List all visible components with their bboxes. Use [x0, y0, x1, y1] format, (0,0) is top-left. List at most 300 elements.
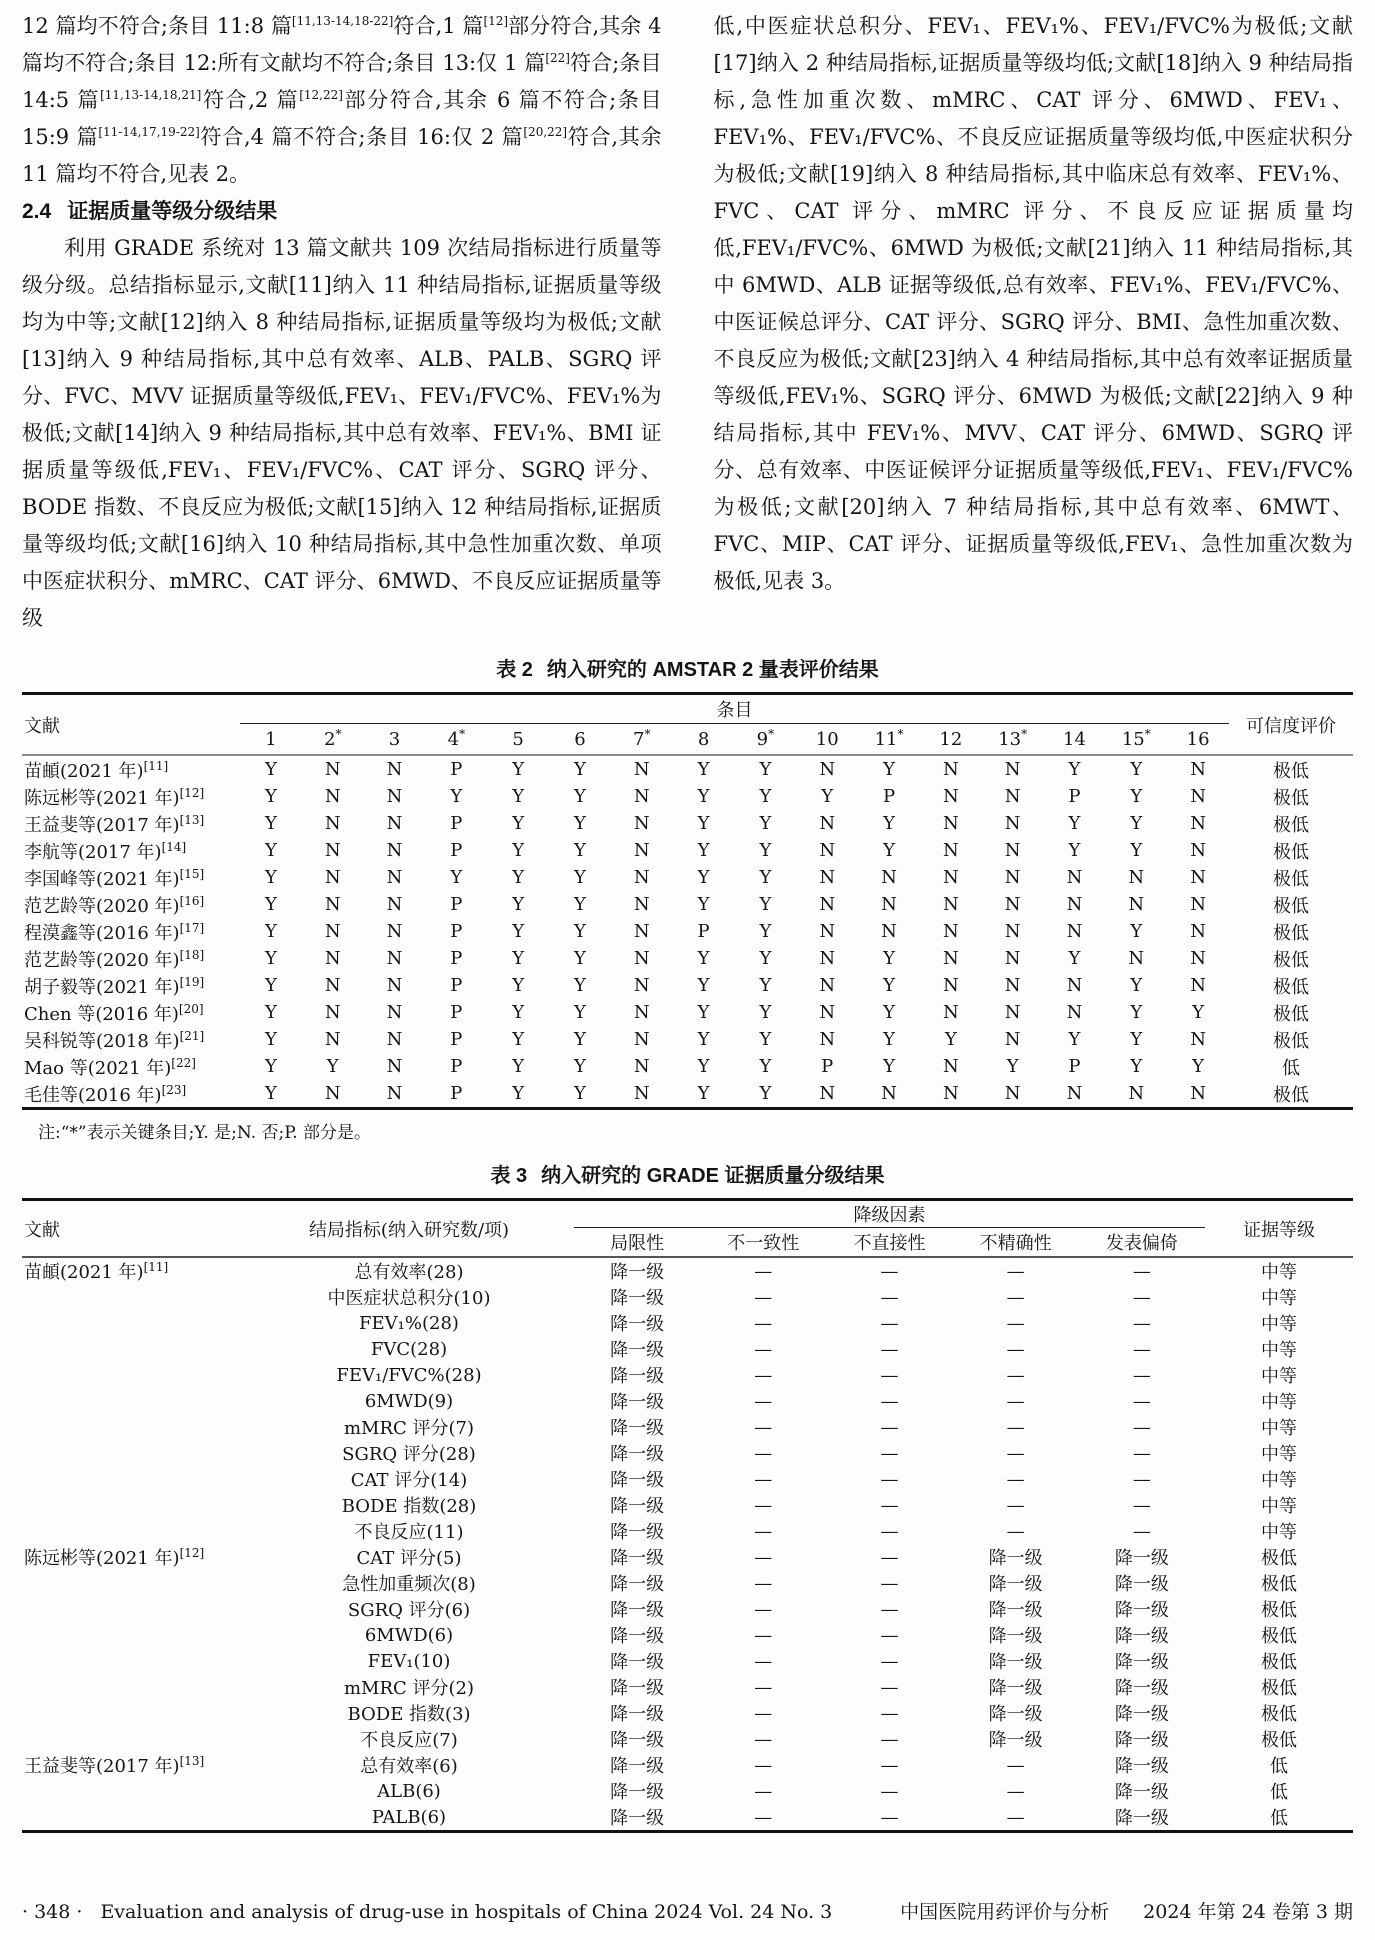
factor-cell: 降一级: [610, 1288, 665, 1309]
study-name: [22, 1726, 244, 1752]
amstar-value-cell: Y: [1192, 1056, 1205, 1077]
factor-cell: 降一级: [988, 1548, 1043, 1569]
table2-row: [22, 1053, 1353, 1080]
amstar-head-row1: [22, 694, 1353, 724]
table2-row: [22, 837, 1353, 864]
table2-caption: 纳入研究的 AMSTAR 2 量表评价结果: [546, 659, 879, 681]
amstar-value-cell: Y: [574, 1029, 586, 1050]
study-name: Chen 等(2016 年)[20]: [24, 1001, 204, 1025]
journal-name-zh: 中国医院用药评价与分析: [900, 1901, 1110, 1923]
study-name: [22, 1492, 244, 1518]
study-name: 陈远彬等(2021 年)[12]: [24, 1546, 205, 1569]
grade-cell: 中等: [1261, 1418, 1297, 1439]
amstar-value-cell: Y: [1068, 840, 1081, 861]
outcome-cell: PALB(6): [371, 1806, 447, 1828]
amstar-value-cell: N: [633, 1002, 650, 1023]
factor-cell: —: [880, 1494, 899, 1516]
table2-note: 注:“*”表示关键条目;Y. 是;N. 否;P. 部分是。: [38, 1123, 372, 1143]
factor-cell: 降一级: [988, 1730, 1043, 1751]
amstar-value-cell: P: [450, 894, 463, 915]
factor-cell: —: [880, 1780, 899, 1802]
amstar-value-cell: N: [942, 813, 959, 834]
amstar-value-cell: P: [697, 921, 710, 942]
footer: [22, 1897, 1353, 1924]
amstar-value-cell: Y: [759, 813, 772, 834]
outcome-cell: mMRC 评分(7): [343, 1418, 475, 1439]
factor-cell: —: [1006, 1338, 1025, 1360]
grade-head-row1: [22, 1200, 1353, 1228]
amstar-value-cell: N: [324, 1083, 341, 1104]
amstar-item-header: 2*: [302, 724, 364, 756]
grade-cell: 低: [1270, 1756, 1288, 1777]
amstar-value-cell: P: [821, 1056, 834, 1077]
grade-cell: 极低: [1261, 1652, 1297, 1673]
amstar-value-cell: Y: [512, 975, 525, 996]
amstar-value-cell: Y: [697, 840, 710, 861]
factor-cell: 降一级: [610, 1418, 665, 1439]
amstar-value-cell: N: [819, 894, 836, 915]
factor-cell: —: [754, 1702, 773, 1724]
text-run: 符合,1 篇: [393, 14, 484, 38]
grade-cell: 中等: [1261, 1288, 1297, 1309]
amstar-value-cell: Y: [1192, 1002, 1205, 1023]
amstar-value-cell: Y: [883, 1029, 895, 1050]
amstar-value-cell: Y: [512, 1056, 525, 1077]
factor-cell: 降一级: [610, 1262, 665, 1283]
amstar-value-cell: N: [633, 948, 650, 969]
amstar-value-cell: Y: [883, 840, 895, 861]
grade-cell: 极低: [1261, 1574, 1297, 1595]
amstar-value-cell: N: [1004, 975, 1021, 996]
amstar-value-cell: Y: [944, 1029, 957, 1050]
amstar-value-cell: P: [1068, 1056, 1081, 1077]
amstar-item-header: 5: [487, 724, 549, 756]
amstar-item-header: 12: [920, 724, 982, 756]
amstar-value-cell: N: [386, 840, 403, 861]
citation-ref: [20]: [178, 1001, 204, 1016]
citation-ref: [14]: [161, 839, 187, 854]
amstar-value-cell: Y: [883, 1056, 895, 1077]
paragraph-grade-results-right: 低,中医症状总积分、FEV₁、FEV₁%、FEV₁/FVC%为极低;文献[17]纳入 2 种结局指标,证据质量等级均低;文献[18]纳入 9 种结局指标,急性加重次数、mMRC、CAT 评分、6MWD、FEV₁、FEV₁%、FEV₁/FVC%、不良反应证据质量等级均低,中医症状积分为极低;文献[19]纳入 8 种结局指标,其中临床总有效率、FEV₁%、FVC、CAT 评分、mMRC 评分、不良反应证据质量均低,FEV₁/FVC%、6MWD 为极低;文献[21]纳入 11 种结局指标,其中 6MWD、ALB 证据等级低,总有效率、FEV₁%、FEV₁/FVC%、中医证候总评分、CAT 评分、SGRQ 评分、BMI、急性加重次数、不良反应为极低;文献[23]纳入 4 种结局指标,其中总有效率证据质量等级低,FEV₁%、SGRQ 评分、6MWD 为极低;文献[22]纳入 9 种结局指标,其中 FEV₁%、MVV、CAT 评分、6MWD、SGRQ 评分、总有效率、中医证候评分证据质量等级低,FEV₁、FEV₁/FVC%为极低;文献[20]纳入 7 种结局指标,其中总有效率、6MWT、FVC、MIP、CAT 评分、证据质量等级低,FEV₁、急性加重次数为极低,见表 3。: [713, 14, 1353, 593]
factor-cell: —: [1132, 1364, 1151, 1386]
factor-cell: 降一级: [610, 1782, 665, 1803]
amstar-value-cell: Y: [883, 948, 895, 969]
table3-row: [22, 1257, 1353, 1284]
factor-cell: —: [880, 1312, 899, 1334]
amstar-item-header: 16: [1167, 724, 1229, 756]
grade-table-body: [22, 1257, 1353, 1832]
amstar-value-cell: N: [633, 759, 650, 780]
amstar-item-header: 11*: [858, 724, 920, 756]
amstar-value-cell: Y: [759, 1029, 772, 1050]
column-left: [22, 8, 662, 637]
grade-table-head: [22, 1200, 1353, 1258]
amstar-value-cell: Y: [1006, 1056, 1019, 1077]
factor-cell: —: [1006, 1364, 1025, 1386]
downgrade-factor-header: 局限性: [574, 1228, 700, 1258]
factor-cell: —: [1006, 1468, 1025, 1490]
table3-row: [22, 1778, 1353, 1804]
amstar-value-cell: N: [1066, 867, 1083, 888]
citation-ref: [22]: [171, 1055, 196, 1070]
amstar-value-cell: N: [386, 813, 403, 834]
factor-cell: —: [880, 1546, 899, 1568]
amstar-value-cell: N: [1128, 948, 1145, 969]
study-name: 李国峰等(2021 年)[15]: [24, 866, 205, 890]
citation-ref: [12,22]: [299, 88, 343, 102]
confidence-rating-cell: 低: [1282, 1057, 1300, 1079]
amstar-value-cell: N: [942, 894, 959, 915]
amstar-value-cell: P: [450, 840, 463, 861]
grade-cell: 低: [1270, 1808, 1288, 1829]
factor-cell: 降一级: [610, 1652, 665, 1673]
table2-label: 表 2: [496, 659, 533, 681]
confidence-rating-cell: 极低: [1273, 814, 1309, 836]
amstar-value-cell: Y: [264, 867, 277, 888]
factor-cell: 降一级: [610, 1392, 665, 1413]
factor-cell: —: [1006, 1754, 1025, 1776]
amstar-value-cell: N: [1190, 840, 1206, 861]
amstar-value-cell: Y: [759, 894, 772, 915]
amstar-value-cell: Y: [883, 1002, 895, 1023]
amstar-value-cell: P: [450, 813, 463, 834]
factor-cell: —: [1132, 1260, 1151, 1282]
amstar-value-cell: N: [942, 759, 959, 780]
amstar-value-cell: Y: [574, 975, 586, 996]
outcome-cell: BODE 指数(28): [341, 1496, 477, 1517]
amstar-value-cell: N: [1004, 1002, 1021, 1023]
citation-ref: [16]: [179, 893, 205, 908]
factor-cell: —: [880, 1650, 899, 1672]
factor-cell: —: [880, 1364, 899, 1386]
amstar-value-cell: N: [324, 948, 341, 969]
citation-ref: [18]: [179, 947, 205, 962]
citation-ref: [23]: [161, 1082, 187, 1097]
amstar-value-cell: N: [819, 1083, 836, 1104]
amstar-item-header: 3: [364, 724, 426, 756]
amstar-value-cell: N: [1190, 813, 1206, 834]
citation-ref: [11]: [143, 758, 169, 773]
study-name: [22, 1596, 244, 1622]
amstar-value-cell: N: [324, 759, 341, 780]
factor-cell: —: [1006, 1260, 1025, 1282]
table2-row: [22, 945, 1353, 972]
table3-row: [22, 1284, 1353, 1310]
table3-row: [22, 1804, 1353, 1832]
amstar-value-cell: Y: [759, 921, 772, 942]
factor-cell: —: [880, 1572, 899, 1594]
amstar-value-cell: N: [1190, 786, 1206, 807]
amstar-value-cell: N: [1190, 1083, 1206, 1104]
citation-ref: [12]: [483, 14, 509, 28]
amstar-value-cell: Y: [1130, 813, 1143, 834]
amstar-value-cell: P: [450, 1029, 463, 1050]
amstar-value-cell: N: [819, 813, 836, 834]
amstar-value-cell: Y: [512, 1083, 525, 1104]
text-run: 符合,2 篇: [201, 88, 300, 112]
col-downgrade-group: 降级因素: [574, 1200, 1205, 1228]
amstar-table-head: [22, 694, 1353, 756]
key-item-star: *: [459, 726, 466, 741]
factor-cell: 降一级: [1114, 1600, 1169, 1621]
amstar-value-cell: Y: [759, 1056, 772, 1077]
table3-row: [22, 1752, 1353, 1778]
amstar-value-cell: Y: [574, 894, 586, 915]
amstar-value-cell: Y: [574, 813, 586, 834]
footer-left: [22, 1901, 832, 1923]
amstar-value-cell: N: [633, 813, 650, 834]
factor-cell: —: [1006, 1390, 1025, 1412]
factor-cell: —: [880, 1286, 899, 1308]
amstar-value-cell: Y: [1130, 921, 1143, 942]
factor-cell: —: [1132, 1312, 1151, 1334]
table3-row: [22, 1388, 1353, 1414]
table3-row: [22, 1726, 1353, 1752]
table2-row: [22, 972, 1353, 999]
factor-cell: 降一级: [1114, 1704, 1169, 1725]
section-heading: [22, 193, 662, 230]
amstar-value-cell: N: [942, 948, 959, 969]
citation-ref: [15]: [179, 866, 205, 881]
study-name: [22, 1362, 244, 1388]
text-run: 符合,其余 11 篇均不符合,见表 2。: [22, 125, 662, 186]
factor-cell: 降一级: [1114, 1730, 1169, 1751]
outcome-cell: SGRQ 评分(28): [342, 1444, 476, 1465]
amstar-value-cell: N: [1004, 813, 1021, 834]
amstar-item-header: 10: [796, 724, 858, 756]
amstar-value-cell: N: [324, 1002, 341, 1023]
table3-row: [22, 1544, 1353, 1570]
amstar-value-cell: Y: [264, 948, 277, 969]
amstar-value-cell: Y: [512, 867, 525, 888]
study-name: 苗頔(2021 年)[11]: [24, 1260, 169, 1283]
amstar-value-cell: N: [633, 1083, 650, 1104]
study-name: 王益斐等(2017 年)[13]: [24, 812, 205, 836]
factor-cell: —: [754, 1676, 773, 1698]
factor-cell: 降一级: [988, 1574, 1043, 1595]
key-item-star: *: [335, 726, 342, 741]
outcome-cell: FEV₁(10): [367, 1650, 451, 1672]
amstar-value-cell: Y: [264, 1083, 277, 1104]
factor-cell: 降一级: [610, 1548, 665, 1569]
amstar-value-cell: N: [1190, 948, 1206, 969]
text-run: 符合;条目 14:5 篇: [22, 51, 662, 112]
factor-cell: 降一级: [610, 1444, 665, 1465]
amstar-value-cell: Y: [697, 1056, 710, 1077]
factor-cell: —: [754, 1390, 773, 1412]
factor-cell: 降一级: [610, 1600, 665, 1621]
factor-cell: —: [880, 1338, 899, 1360]
citation-ref: [11,13-14,18-22]: [291, 14, 394, 28]
amstar-item-header: 8: [673, 724, 735, 756]
amstar-value-cell: N: [386, 759, 403, 780]
table3-row: [22, 1310, 1353, 1336]
amstar-value-cell: N: [1128, 867, 1145, 888]
amstar-value-cell: P: [450, 948, 463, 969]
amstar-value-cell: N: [324, 894, 341, 915]
amstar-item-header: 14: [1044, 724, 1106, 756]
amstar-value-cell: N: [386, 1029, 403, 1050]
table3-row: [22, 1622, 1353, 1648]
amstar-value-cell: N: [942, 867, 959, 888]
factor-cell: —: [754, 1780, 773, 1802]
factor-cell: —: [880, 1468, 899, 1490]
amstar-value-cell: Y: [1130, 1056, 1143, 1077]
table3-row: [22, 1700, 1353, 1726]
amstar-value-cell: Y: [264, 1002, 277, 1023]
amstar-value-cell: Y: [697, 975, 710, 996]
amstar-value-cell: Y: [821, 786, 834, 807]
key-item-star: *: [897, 726, 904, 741]
issue-info: 2024 年第 24 卷第 3 期: [1143, 1901, 1353, 1923]
table3-row: [22, 1492, 1353, 1518]
amstar-value-cell: N: [324, 786, 341, 807]
amstar-value-cell: N: [324, 975, 341, 996]
outcome-cell: 急性加重频次(8): [342, 1574, 476, 1595]
amstar-value-cell: Y: [264, 1029, 277, 1050]
amstar-value-cell: Y: [697, 1083, 710, 1104]
factor-cell: —: [754, 1338, 773, 1360]
text-run: 符合,4 篇不符合;条目 16:仅 2 篇: [199, 125, 524, 149]
factor-cell: —: [880, 1390, 899, 1412]
grade-cell: 极低: [1261, 1626, 1297, 1647]
amstar-value-cell: Y: [574, 840, 586, 861]
study-name: 苗頔(2021 年)[11]: [24, 758, 169, 782]
key-item-star: *: [1144, 726, 1151, 741]
amstar-value-cell: N: [942, 786, 959, 807]
amstar-value-cell: Y: [697, 1002, 710, 1023]
study-name: 王益斐等(2017 年)[13]: [24, 1754, 205, 1777]
table3-row: [22, 1414, 1353, 1440]
grade-cell: 极低: [1261, 1730, 1297, 1751]
amstar-value-cell: Y: [1130, 786, 1143, 807]
factor-cell: —: [754, 1286, 773, 1308]
amstar-value-cell: N: [386, 975, 403, 996]
amstar-value-cell: Y: [574, 759, 586, 780]
amstar-value-cell: N: [1004, 1029, 1021, 1050]
amstar-value-cell: Y: [264, 759, 277, 780]
factor-cell: 降一级: [610, 1756, 665, 1777]
amstar-value-cell: Y: [574, 786, 586, 807]
confidence-rating-cell: 极低: [1273, 949, 1309, 971]
amstar-value-cell: N: [1066, 1002, 1083, 1023]
amstar-value-cell: N: [819, 1029, 836, 1050]
grade-cell: 中等: [1261, 1366, 1297, 1387]
amstar-value-cell: Y: [759, 948, 772, 969]
study-name: 范艺龄等(2020 年)[16]: [24, 893, 205, 917]
amstar-value-cell: N: [1004, 786, 1021, 807]
amstar-value-cell: P: [450, 1002, 463, 1023]
factor-cell: —: [754, 1494, 773, 1516]
factor-cell: —: [1132, 1442, 1151, 1464]
study-name: [22, 1466, 244, 1492]
amstar-value-cell: Y: [264, 921, 277, 942]
factor-cell: 降一级: [1114, 1782, 1169, 1803]
study-name: [22, 1778, 244, 1804]
amstar-value-cell: P: [450, 1056, 463, 1077]
study-name: 程漠鑫等(2016 年)[17]: [24, 920, 205, 944]
table2-row: [22, 999, 1353, 1026]
factor-cell: —: [880, 1624, 899, 1646]
table3-row: [22, 1336, 1353, 1362]
study-name: [22, 1388, 244, 1414]
amstar-value-cell: Y: [1130, 1002, 1143, 1023]
col-grade: 证据等级: [1205, 1200, 1353, 1258]
factor-cell: —: [1006, 1806, 1025, 1828]
grade-cell: 极低: [1261, 1600, 1297, 1621]
factor-cell: —: [754, 1312, 773, 1334]
amstar-value-cell: Y: [450, 786, 463, 807]
amstar-value-cell: Y: [512, 759, 525, 780]
table2-row: [22, 1080, 1353, 1109]
amstar-value-cell: Y: [883, 759, 895, 780]
factor-cell: —: [880, 1702, 899, 1724]
factor-cell: —: [880, 1520, 899, 1542]
table3-title: [22, 1159, 1353, 1188]
factor-cell: —: [1132, 1416, 1151, 1438]
citation-ref: [21]: [179, 1028, 205, 1043]
outcome-cell: CAT 评分(5): [356, 1548, 462, 1569]
factor-cell: 降一级: [988, 1704, 1043, 1725]
table2-row: [22, 755, 1353, 783]
amstar-value-cell: N: [386, 894, 403, 915]
study-name: [22, 1674, 244, 1700]
amstar-item-header: 9*: [735, 724, 797, 756]
study-name: [22, 1700, 244, 1726]
amstar-value-cell: Y: [1068, 948, 1081, 969]
table2-row: [22, 891, 1353, 918]
amstar-value-cell: Y: [264, 840, 277, 861]
amstar-value-cell: Y: [512, 921, 525, 942]
amstar-value-cell: Y: [697, 813, 710, 834]
amstar-value-cell: Y: [1130, 1029, 1143, 1050]
study-name: 李航等(2017 年)[14]: [24, 839, 187, 863]
grade-cell: 极低: [1261, 1704, 1297, 1725]
amstar-value-cell: N: [633, 1029, 650, 1050]
amstar-value-cell: Y: [264, 1056, 277, 1077]
amstar-value-cell: N: [881, 921, 897, 942]
grade-cell: 极低: [1261, 1548, 1297, 1569]
downgrade-factor-header: 不直接性: [826, 1228, 952, 1258]
factor-cell: 降一级: [610, 1496, 665, 1517]
study-name: 胡子毅等(2021 年)[19]: [24, 974, 205, 998]
study-name: [22, 1414, 244, 1440]
amstar-value-cell: N: [1190, 894, 1206, 915]
amstar-value-cell: P: [450, 759, 463, 780]
grade-cell: 低: [1270, 1782, 1288, 1803]
factor-cell: —: [1132, 1338, 1151, 1360]
table3-row: [22, 1440, 1353, 1466]
factor-cell: —: [754, 1416, 773, 1438]
confidence-rating-cell: 极低: [1273, 1084, 1309, 1106]
amstar-value-cell: N: [819, 867, 836, 888]
downgrade-factor-header: 发表偏倚: [1079, 1228, 1205, 1258]
amstar-value-cell: Y: [512, 894, 525, 915]
outcome-cell: 不良反应(7): [360, 1730, 458, 1751]
outcome-cell: 6MWD(6): [364, 1624, 454, 1646]
factor-cell: 降一级: [1114, 1808, 1169, 1829]
amstar-value-cell: N: [881, 867, 897, 888]
outcome-cell: BODE 指数(3): [347, 1704, 471, 1725]
citation-ref: [11-14,17,19-22]: [98, 125, 200, 139]
key-item-star: *: [1021, 726, 1028, 741]
amstar-value-cell: Y: [574, 1002, 586, 1023]
key-item-star: *: [768, 726, 775, 741]
amstar-value-cell: Y: [264, 813, 277, 834]
confidence-rating-cell: 极低: [1273, 760, 1309, 782]
amstar-value-cell: N: [324, 813, 341, 834]
factor-cell: 降一级: [1114, 1756, 1169, 1777]
